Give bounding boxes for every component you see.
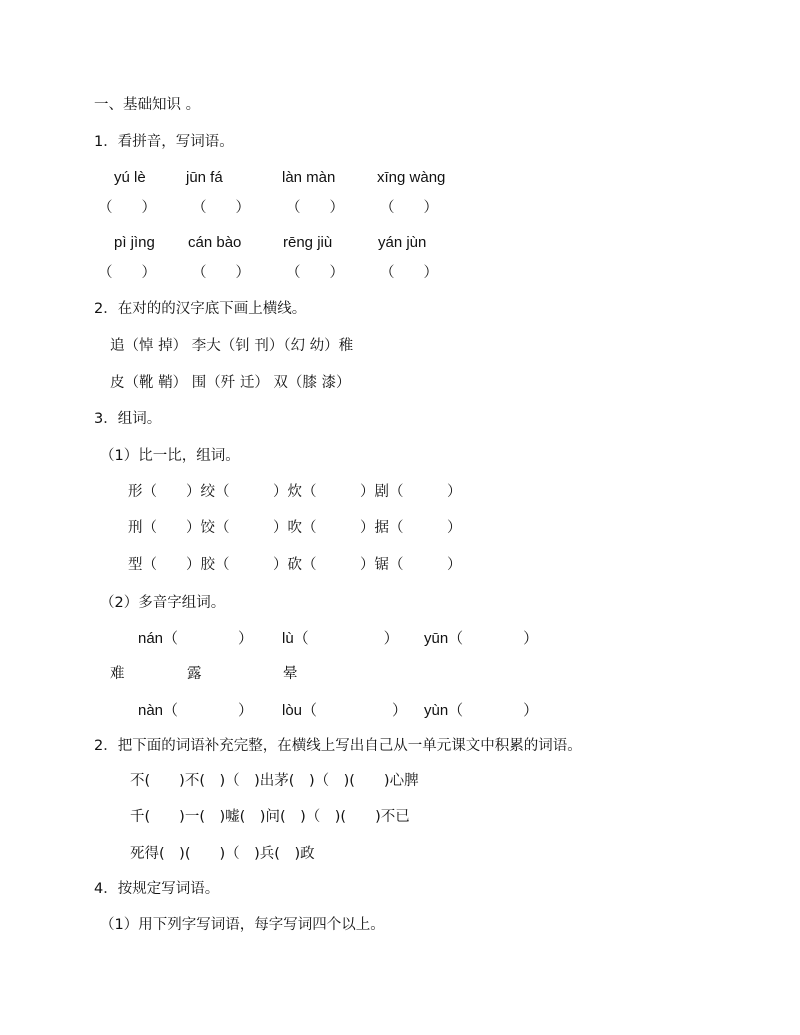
polyphone-character: 露 [187,666,202,682]
character-choice-line: 皮（靴 鞘） 围（歼 迁） 双（膝 漆） [110,375,351,391]
answer-blank[interactable]: （ ） [98,265,156,281]
subquestion-1-title: （1）比一比，组词。 [100,448,240,464]
pinyin-2: jūn fá [186,169,223,186]
pinyin-8: yán jùn [378,234,427,251]
compare-row: 型（ ）胶（ ）砍（ ）锯（ ） [128,557,462,573]
question-3-title: 3．组词。 [94,411,162,427]
pinyin-5: pì jìng [114,234,155,251]
answer-blank[interactable]: （ ） [286,200,344,216]
answer-blank[interactable]: （ ） [98,200,156,216]
answer-blank[interactable]: （ ） [286,265,344,281]
answer-blank[interactable]: （ ） [380,265,438,281]
answer-blank[interactable]: （ ） [192,200,250,216]
polyphone-character: 难 [110,666,125,682]
question-4-title: 2．把下面的词语补充完整，在横线上写出自己从一单元课文中积累的词语。 [94,738,582,754]
compare-row: 刑（ ）饺（ ）吹（ ）据（ ） [128,520,462,536]
polyphone-reading: lòu（ ） [282,702,408,719]
pinyin-7: rēng jiù [283,234,333,251]
polyphone-reading: yùn（ ） [424,702,539,719]
idiom-fill-line: 千( )一( )嘘( )问( )（ )( )不已 [130,809,410,825]
polyphone-reading: yūn（ ） [424,630,539,647]
polyphone-reading: nán（ ） [138,630,254,647]
question-1-title: 1．看拼音，写词语。 [94,134,234,150]
idiom-fill-line: 不( )不( )（ )出茅( )（ )( )心脾 [130,773,419,789]
subquestion-2-title: （2）多音字组词。 [100,595,226,611]
question-5-title: 4．按规定写词语。 [94,881,220,897]
pinyin-6: cán bào [188,234,242,251]
compare-row: 形（ ）绞（ ）炊（ ）剧（ ） [128,484,462,500]
pinyin-1: yú lè [114,169,146,186]
section-heading: 一、基础知识 。 [94,97,201,113]
answer-blank[interactable]: （ ） [380,200,438,216]
question-2-title: 2．在对的的汉字底下画上横线。 [94,301,307,317]
subquestion-title: （1）用下列字写词语，每字写词四个以上。 [100,917,385,933]
answer-blank[interactable]: （ ） [192,265,250,281]
polyphone-reading: nàn（ ） [138,702,254,719]
character-choice-line: 追（悼 掉） 李大（钊 刊）（幻 幼）稚 [110,338,354,354]
pinyin-4: xīng wàng [377,169,446,186]
pinyin-3: làn màn [282,169,336,186]
polyphone-character: 晕 [283,666,298,682]
idiom-fill-line: 死得( )( )（ )兵( )政 [130,846,315,862]
polyphone-reading: lù（ ） [282,630,399,647]
